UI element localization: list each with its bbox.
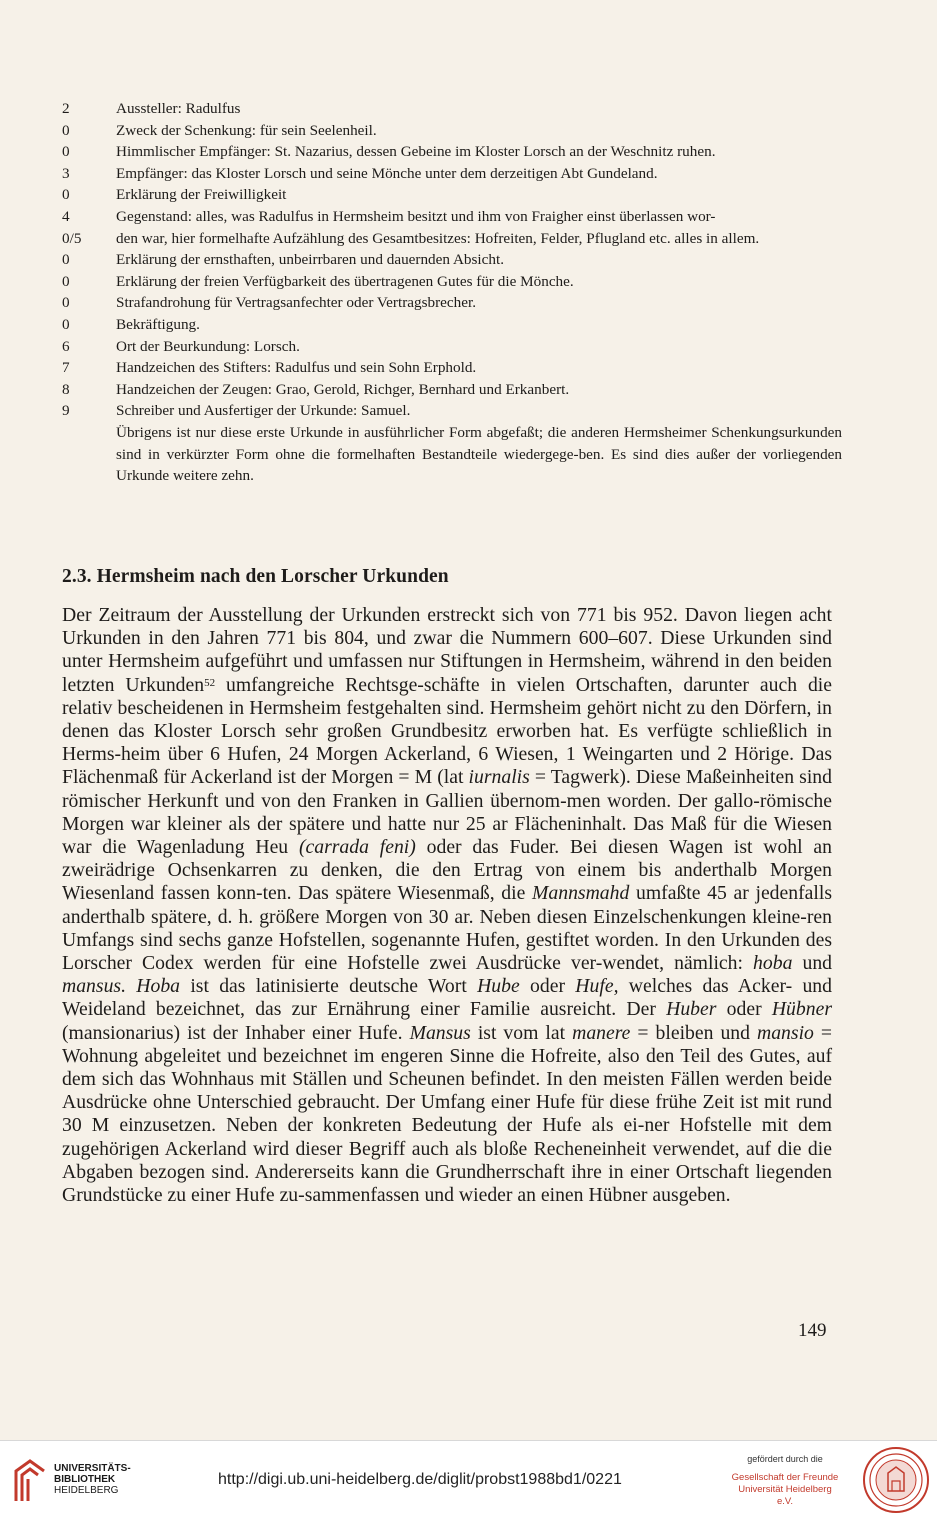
list-item-text: Erklärung der Freiwilligkeit	[116, 186, 287, 204]
page-number: 149	[798, 1320, 827, 1341]
list-item-text: Erklärung der ernsthaften, unbeirrbaren und dauernden Absicht.	[116, 251, 504, 269]
library-name: UNIVERSITÄTS- BIBLIOTHEK HEIDELBERG	[54, 1463, 131, 1496]
list-item-number: 3	[62, 164, 70, 182]
list-item-text: Handzeichen der Zeugen: Grao, Gerold, Richger, Bernhard und Erkanbert.	[116, 380, 570, 398]
list-item-text: Strafandrohung für Vertragsanfechter oder Vertragsbrecher.	[116, 294, 476, 312]
list-item	[62, 400, 842, 422]
list-item-number: 0	[62, 143, 70, 161]
permalink-url[interactable]: http://digi.ub.uni-heidelberg.de/diglit/probst1988bd1/0221	[218, 1471, 622, 1488]
list-item-text: Zweck der Schenkung: für sein Seelenheil.	[116, 121, 377, 139]
list-item-text: Handzeichen des Stifters: Radulfus und sein Sohn Erphold.	[116, 359, 477, 377]
list-item	[62, 249, 842, 271]
body-text	[62, 604, 832, 1207]
list-item-number: 4	[62, 207, 70, 225]
list-item-number: 7	[62, 359, 70, 377]
list-item	[62, 314, 842, 336]
list-item-number: 0	[62, 272, 70, 290]
list-item-text: Gegenstand: alles, was Radulfus in Hermsheim besitzt und ihm von Fraigher einst überlassen wor-	[116, 207, 716, 225]
viewer-footer	[0, 1440, 937, 1520]
list-item-number: 9	[62, 402, 70, 420]
list-item-number: 0	[62, 294, 70, 312]
library-logo-icon	[10, 1457, 50, 1505]
list-item-number: 0	[62, 121, 70, 139]
list-item-text: den war, hier formelhafte Aufzählung des Gesamtbesitzes: Hofreiten, Felder, Pflugland etc. alles in allem.	[116, 229, 760, 247]
list-item	[62, 271, 842, 293]
list-item	[62, 292, 842, 314]
body-paragraph: Der Zeitraum der Ausstellung der Urkunden erstreckt sich von 771 bis 952. Davon liegen acht Urkunden in den Jahren 771 bis 804, und zwar die Nummern 600–607. Diese Urkunden sind unter Hermsheim aufgeführt und umfassen nur Stiftungen in Hermsheim, während in den beiden letzten Urkunden$^{52}$ umfangreiche Rechtsge-schäfte in vielen Ortschaften, darunter auch die relativ bescheidenen in Hermsheim festgehalten sind. Hermsheim gehört nicht zu den Dörfern, in denen das Kloster Lorsch sehr großen Grundbesitz erworben hat. Es verfügte schließlich in Herms-heim über 6 Hufen, 24 Morgen Ackerland, 6 Wiesen, 1 Weingarten und 2 Hörige. Das Flächenmaß für Ackerland ist der Morgen = M (lat iurnalis = Tagwerk). Diese Maßeinheiten sind römischer Herkunft und von den Franken in Gallien übernom-men worden. Der gallo-römische Morgen war kleiner als der spätere und hatte nur 25 ar Flächeninhalt. Das Maß für die Wiesen war die Wagenladung Heu (carrada feni) oder das Fuder. Bei diesen Wagen ist wohl an zweirädrige Ochsenkarren zu denken, die den Ertrag von einem bis anderthalb Morgen Wiesenland fassen konn-ten. Das spätere Wiesenmaß, die Mannsmahd umfaßte 45 ar jedenfalls anderthalb spätere, d. h. größere Morgen von 30 ar. Neben diesen Einzelschenkungen kleine-ren Umfangs sind sechs ganze Hofstellen, sogenannte Hufen, gestiftet worden. In den Urkunden des Lorscher Codex werden für eine Hofstelle zwei Ausdrücke ver-wendet, nämlich: hoba und mansus. Hoba ist das latinisierte deutsche Wort Hube oder Hufe, welches das Acker- und Weideland bezeichnet, das zur Ernährung einer Familie ausreicht. Der Huber oder Hübner (mansionarius) ist der Inhaber einer Hufe. Mansus ist vom lat manere = bleiben und mansio = Wohnung abgeleitet und bezeichnet im engeren Sinne die Hofreite, also den Teil des Gutes, auf dem sich das Wohnhaus mit Ställen und Scheunen befindet. In den meisten Fällen werden beide Ausdrücke ohne Unterschied gebraucht. Der Umfang einer Hufe für diese frühe Zeit ist mit rund 30 M einzusetzen. Neben der konkreten Bedeutung der Hufe als ei-ner Hofstelle mit dem zugehörigen Ackerland wird dieser Begriff auch als bloße Recheneinheit verwendet, auf die die Abgaben bezogen sind. Andererseits kann die Grundherrschaft ihre in einer Ortschaft liegenden Grundstücke zu einer Hufe zu-sammenfassen und wieder an einen Hübner ausgeben.	[62, 604, 833, 1207]
list-item-text: Himmlischer Empfänger: St. Nazarius, dessen Gebeine im Kloster Lorsch an der Weschnitz ruhen.	[116, 143, 716, 161]
list-item	[62, 357, 842, 379]
list-item	[62, 120, 842, 142]
list-item	[62, 141, 842, 163]
list-item-text: Bekräftigung.	[116, 315, 200, 333]
list-item	[62, 163, 842, 185]
element-list	[62, 98, 842, 487]
university-seal-icon	[861, 1445, 931, 1515]
list-item-text: Schreiber und Ausfertiger der Urkunde: Samuel.	[116, 402, 411, 420]
sponsor-note: gefördert durch die Gesellschaft der Freunde Universität Heidelberg e.V.	[731, 1454, 839, 1507]
list-item	[62, 98, 842, 120]
section-heading: 2.3. Hermsheim nach den Lorscher Urkunden	[62, 566, 449, 587]
list-item-text: Empfänger: das Kloster Lorsch und seine Mönche unter dem derzeitigen Abt Gundeland.	[116, 164, 658, 182]
list-item-number: 0	[62, 315, 70, 333]
list-note: Übrigens ist nur diese erste Urkunde in ausführlicher Form abgefaßt; die anderen Hermsheimer Schenkungsurkunden sind in verkürzter Form ohne die formelhaften Bestandteile wiedergege-ben. Es sind dies außer der vorliegenden Urkunde weitere zehn.	[116, 423, 842, 485]
footnote-ref[interactable]: 52	[204, 676, 216, 689]
list-item-number: 0	[62, 251, 70, 269]
list-item-number: 0	[62, 186, 70, 204]
list-item	[62, 379, 842, 401]
list-item-number: 8	[62, 380, 70, 398]
list-item-number: 0/5	[62, 229, 82, 247]
list-item	[62, 336, 842, 358]
list-item-text: Aussteller: Radulfus	[116, 100, 241, 117]
list-item-text: Erklärung der freien Verfügbarkeit des übertragenen Gutes für die Mönche.	[116, 272, 574, 290]
society-link[interactable]: Gesellschaft der Freunde Universität Heidelberg e.V.	[731, 1472, 839, 1507]
list-item	[62, 228, 842, 250]
list-item	[62, 206, 842, 228]
list-item-number: 6	[62, 337, 70, 355]
list-item-number: 2	[62, 100, 70, 117]
list-item-text: Ort der Beurkundung: Lorsch.	[116, 337, 300, 355]
list-item	[62, 184, 842, 206]
